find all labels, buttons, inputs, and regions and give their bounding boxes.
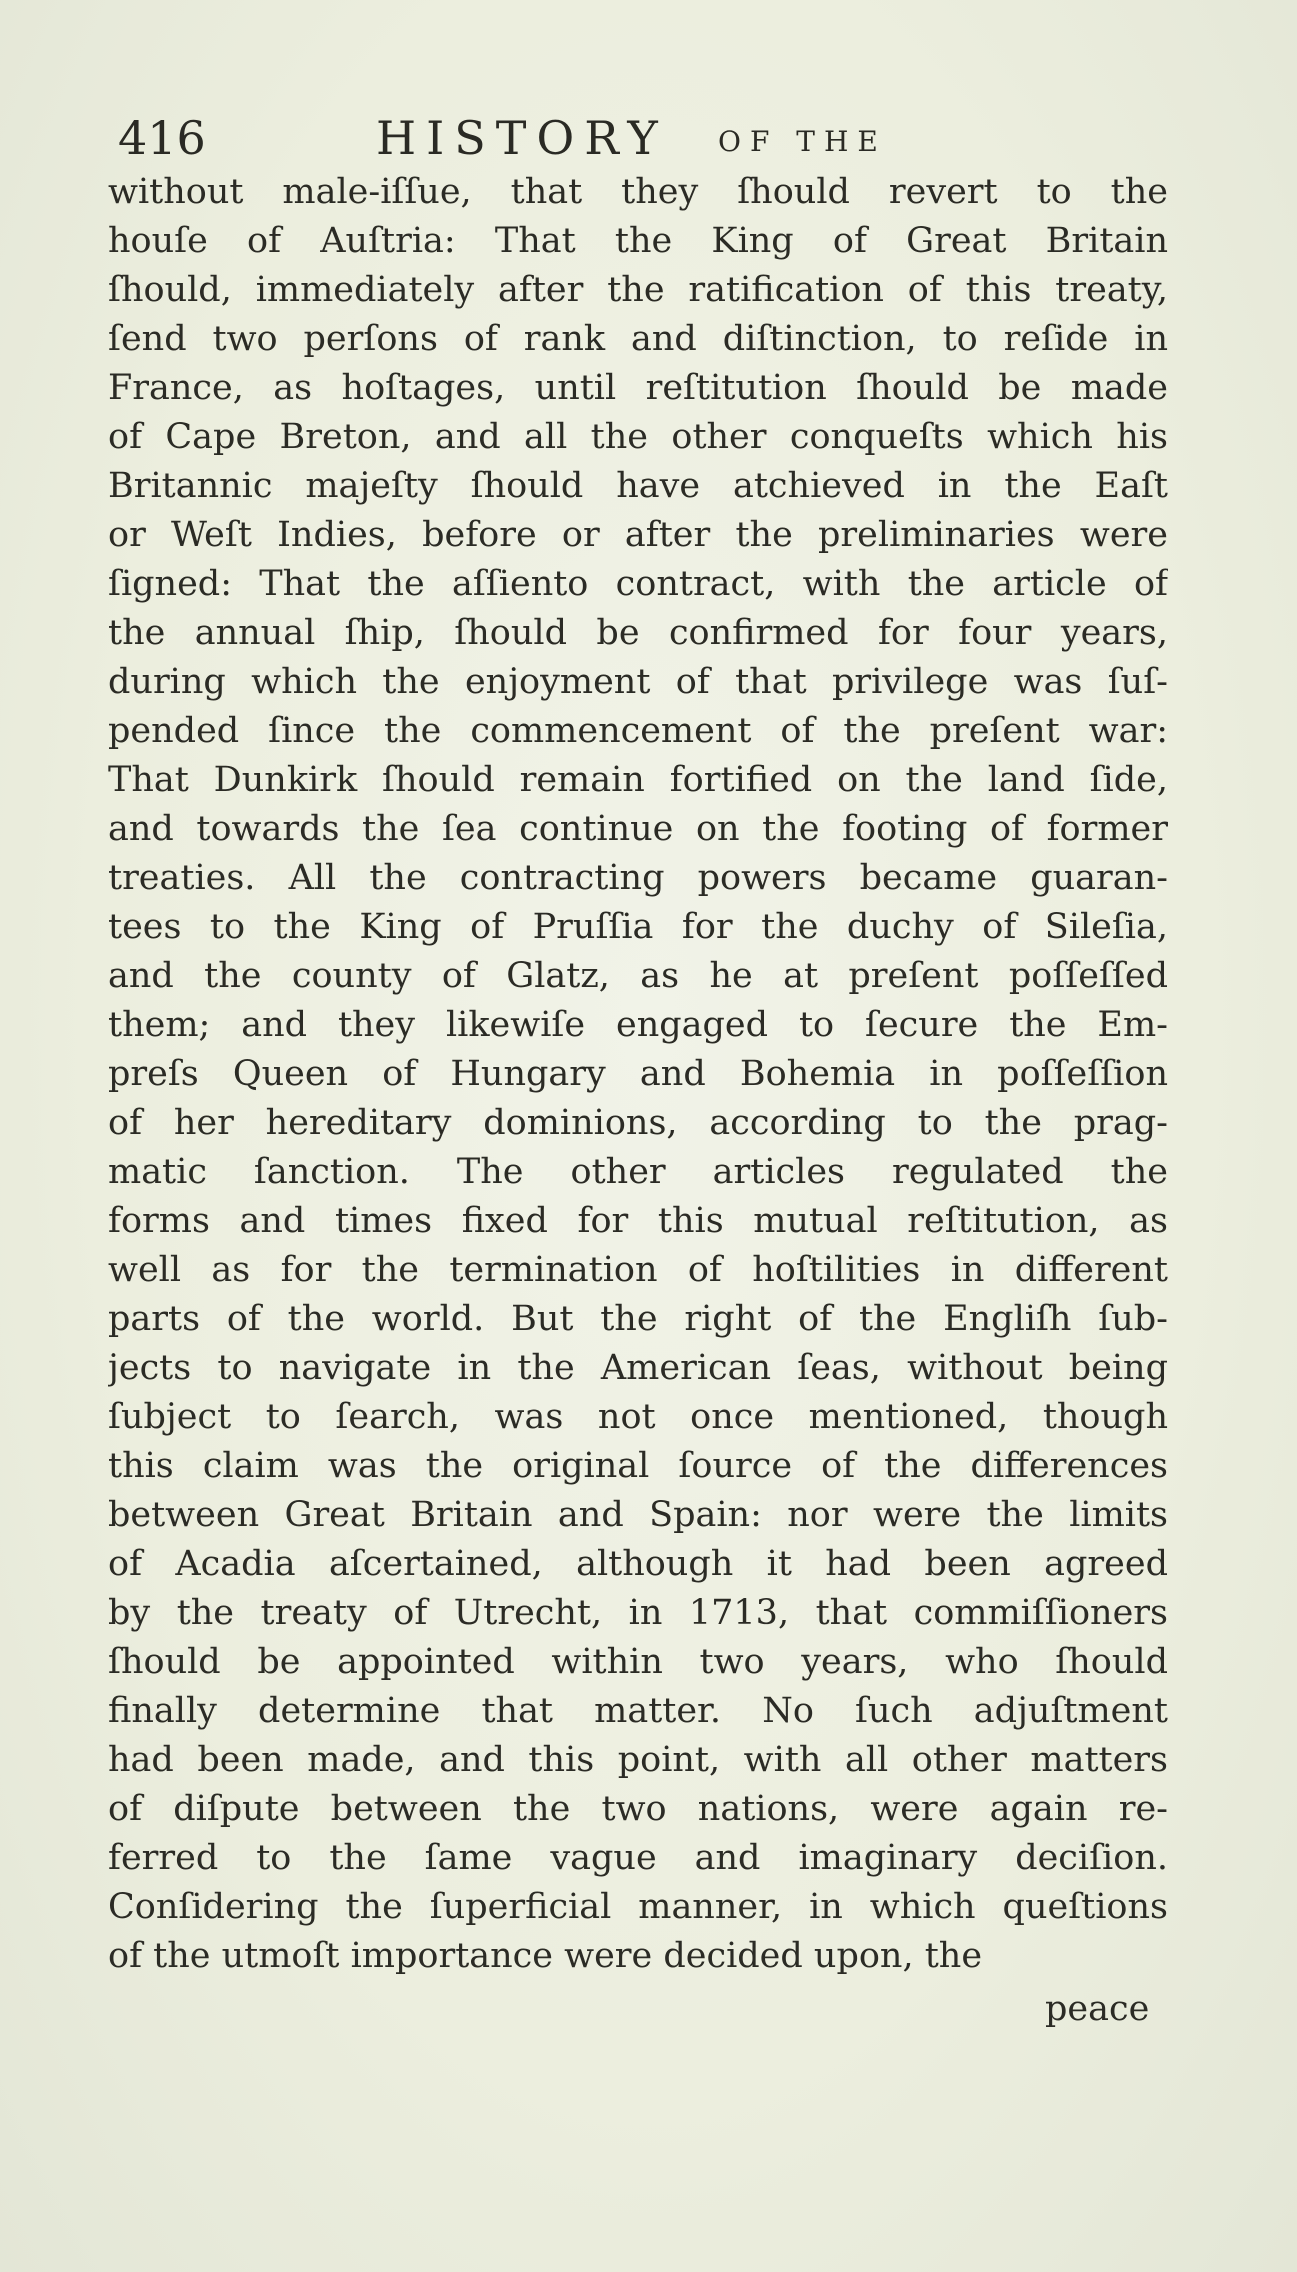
text-line: them; and they likewiſe engaged to ſecure the Em- bbox=[108, 1005, 1168, 1045]
page-number: 416 bbox=[118, 111, 206, 165]
text-line: during which the enjoyment of that privilege was ſuſ- bbox=[108, 662, 1168, 702]
text-line: this claim was the original ſource of the differences bbox=[108, 1446, 1168, 1486]
text-line: houſe of Auſtria: That the King of Great Britain bbox=[108, 221, 1168, 261]
text-line: ſhould be appointed within two years, who ſhould bbox=[108, 1642, 1168, 1682]
text-line: or Weſt Indies, before or after the preliminaries were bbox=[108, 515, 1168, 555]
text-line: Britannic majeſty ſhould have atchieved in the Eaſt bbox=[108, 466, 1168, 506]
catchword: peace bbox=[1045, 1989, 1150, 2029]
text-line: Conſidering the ſuperficial manner, in which queſtions bbox=[108, 1887, 1168, 1927]
text-line: the annual ſhip, ſhould be confirmed for four years, bbox=[108, 613, 1168, 653]
text-line: tees to the King of Pruſſia for the duchy of Sileſia, bbox=[108, 907, 1168, 947]
text-line: ferred to the ſame vague and imaginary deciſion. bbox=[108, 1838, 1168, 1878]
text-line: finally determine that matter. No ſuch adjuſtment bbox=[108, 1691, 1168, 1731]
text-line: and towards the ſea continue on the footing of former bbox=[108, 809, 1168, 849]
text-line: of Cape Breton, and all the other conqueſts which his bbox=[108, 417, 1168, 457]
text-line: forms and times fixed for this mutual reſtitution, as bbox=[108, 1201, 1168, 1241]
text-line: ſubject to ſearch, was not once mentioned, though bbox=[108, 1397, 1168, 1437]
text-line: parts of the world. But the right of the Engliſh ſub- bbox=[108, 1299, 1168, 1339]
text-line: ſend two perſons of rank and diſtinction, to reſide in bbox=[108, 319, 1168, 359]
text-line: That Dunkirk ſhould remain fortified on the land ſide, bbox=[108, 760, 1168, 800]
text-line: without male-iſſue, that they ſhould revert to the bbox=[108, 172, 1168, 212]
page-header bbox=[118, 108, 1168, 168]
text-line: well as for the termination of hoſtilities in different bbox=[108, 1250, 1168, 1290]
text-line: ſigned: That the aſſiento contract, with the article of bbox=[108, 564, 1168, 604]
text-line: France, as hoſtages, until reſtitution ſhould be made bbox=[108, 368, 1168, 408]
text-line: pended ſince the commencement of the preſent war: bbox=[108, 711, 1168, 751]
text-line: between Great Britain and Spain: nor were the limits bbox=[108, 1495, 1168, 1535]
text-line: ſhould, immediately after the ratification of this treaty, bbox=[108, 270, 1168, 310]
text-line: of Acadia aſcertained, although it had been agreed bbox=[108, 1544, 1168, 1584]
text-line: treaties. All the contracting powers became guaran- bbox=[108, 858, 1168, 898]
text-line: of the utmoſt importance were decided upon, the bbox=[108, 1936, 983, 1976]
body-text bbox=[108, 168, 1168, 1981]
text-line: matic ſanction. The other articles regulated the bbox=[108, 1152, 1168, 1192]
running-head-small-caps: OF THE bbox=[718, 125, 887, 158]
text-line: had been made, and this point, with all other matters bbox=[108, 1740, 1168, 1780]
text-line: jects to navigate in the American ſeas, without being bbox=[108, 1348, 1168, 1388]
text-line: of diſpute between the two nations, were again re- bbox=[108, 1789, 1168, 1829]
text-line: preſs Queen of Hungary and Bohemia in poſſeſſion bbox=[108, 1054, 1168, 1094]
text-line: by the treaty of Utrecht, in 1713, that commiſſioners bbox=[108, 1593, 1168, 1633]
text-line: of her hereditary dominions, according to the prag- bbox=[108, 1103, 1168, 1143]
text-line: and the county of Glatz, as he at preſent poſſeſſed bbox=[108, 956, 1168, 996]
running-head-title: HISTORY bbox=[376, 111, 668, 165]
